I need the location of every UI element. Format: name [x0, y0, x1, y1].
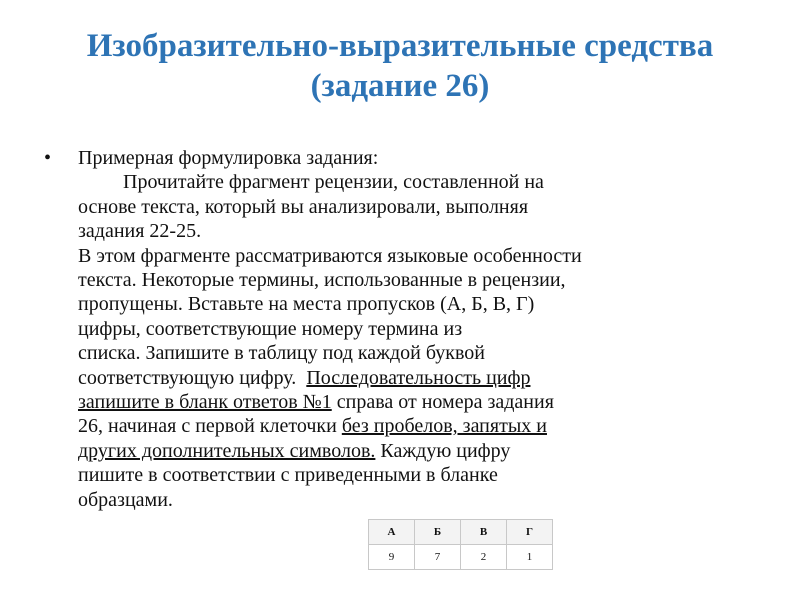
task-line: цифры, соответствующие номеру термина из [78, 317, 463, 340]
task-line-text: 26, начиная с первой клеточки [78, 415, 342, 438]
answer-sample-table [368, 519, 553, 570]
answer-letter-cell: Б [415, 520, 461, 545]
task-line: пишите в соответствии с приведенными в бланке [78, 464, 498, 487]
answer-letter-cell: Г [507, 520, 553, 545]
underlined-instruction: без пробелов, запятых и [341, 415, 547, 438]
task-line: В этом фрагменте рассматриваются языковые особенности [78, 244, 582, 267]
task-line-text: соответствующую цифру. [78, 366, 297, 389]
task-line: текста. Некоторые термины, использованные в рецензии, [78, 269, 566, 292]
task-line: списка. Запишите в таблицу под каждой буквой [78, 342, 486, 365]
task-line [78, 439, 758, 463]
task-line [78, 366, 758, 390]
underlined-instruction: запишите в бланк ответов №1 [78, 391, 332, 414]
answer-digit-cell: 2 [461, 545, 507, 570]
task-heading: Примерная формулировка задания: [78, 147, 379, 169]
task-line: основе текста, который вы анализировали, выполняя [78, 195, 529, 218]
answer-digit-cell: 1 [507, 545, 553, 570]
task-text [78, 146, 758, 512]
bullet-marker: • [44, 147, 52, 169]
task-line-text: справа от номера задания [331, 391, 554, 414]
slide-title [40, 26, 760, 106]
slide-title-line-2: (задание 26) [310, 68, 490, 104]
task-line: Прочитайте фрагмент рецензии, составленной на [123, 171, 544, 194]
task-line [78, 390, 758, 414]
answer-digits-row [369, 545, 553, 570]
answer-letters-row [369, 520, 553, 545]
task-line: пропущены. Вставьте на места пропусков (А, Б, В, Г) [78, 293, 535, 316]
task-line [78, 414, 758, 438]
slide-title-line-1: Изобразительно-выразительные средства [86, 28, 714, 64]
answer-letter-cell: А [369, 520, 415, 545]
task-line: образцами. [78, 488, 173, 511]
answer-letter-cell: В [461, 520, 507, 545]
answer-digit-cell: 9 [369, 545, 415, 570]
underlined-instruction: Последовательность цифр [306, 366, 531, 389]
task-line: задания 22-25. [78, 220, 202, 243]
underlined-instruction: других дополнительных символов. [78, 439, 376, 462]
answer-digit-cell: 7 [415, 545, 461, 570]
task-line-text: Каждую цифру [375, 439, 511, 462]
